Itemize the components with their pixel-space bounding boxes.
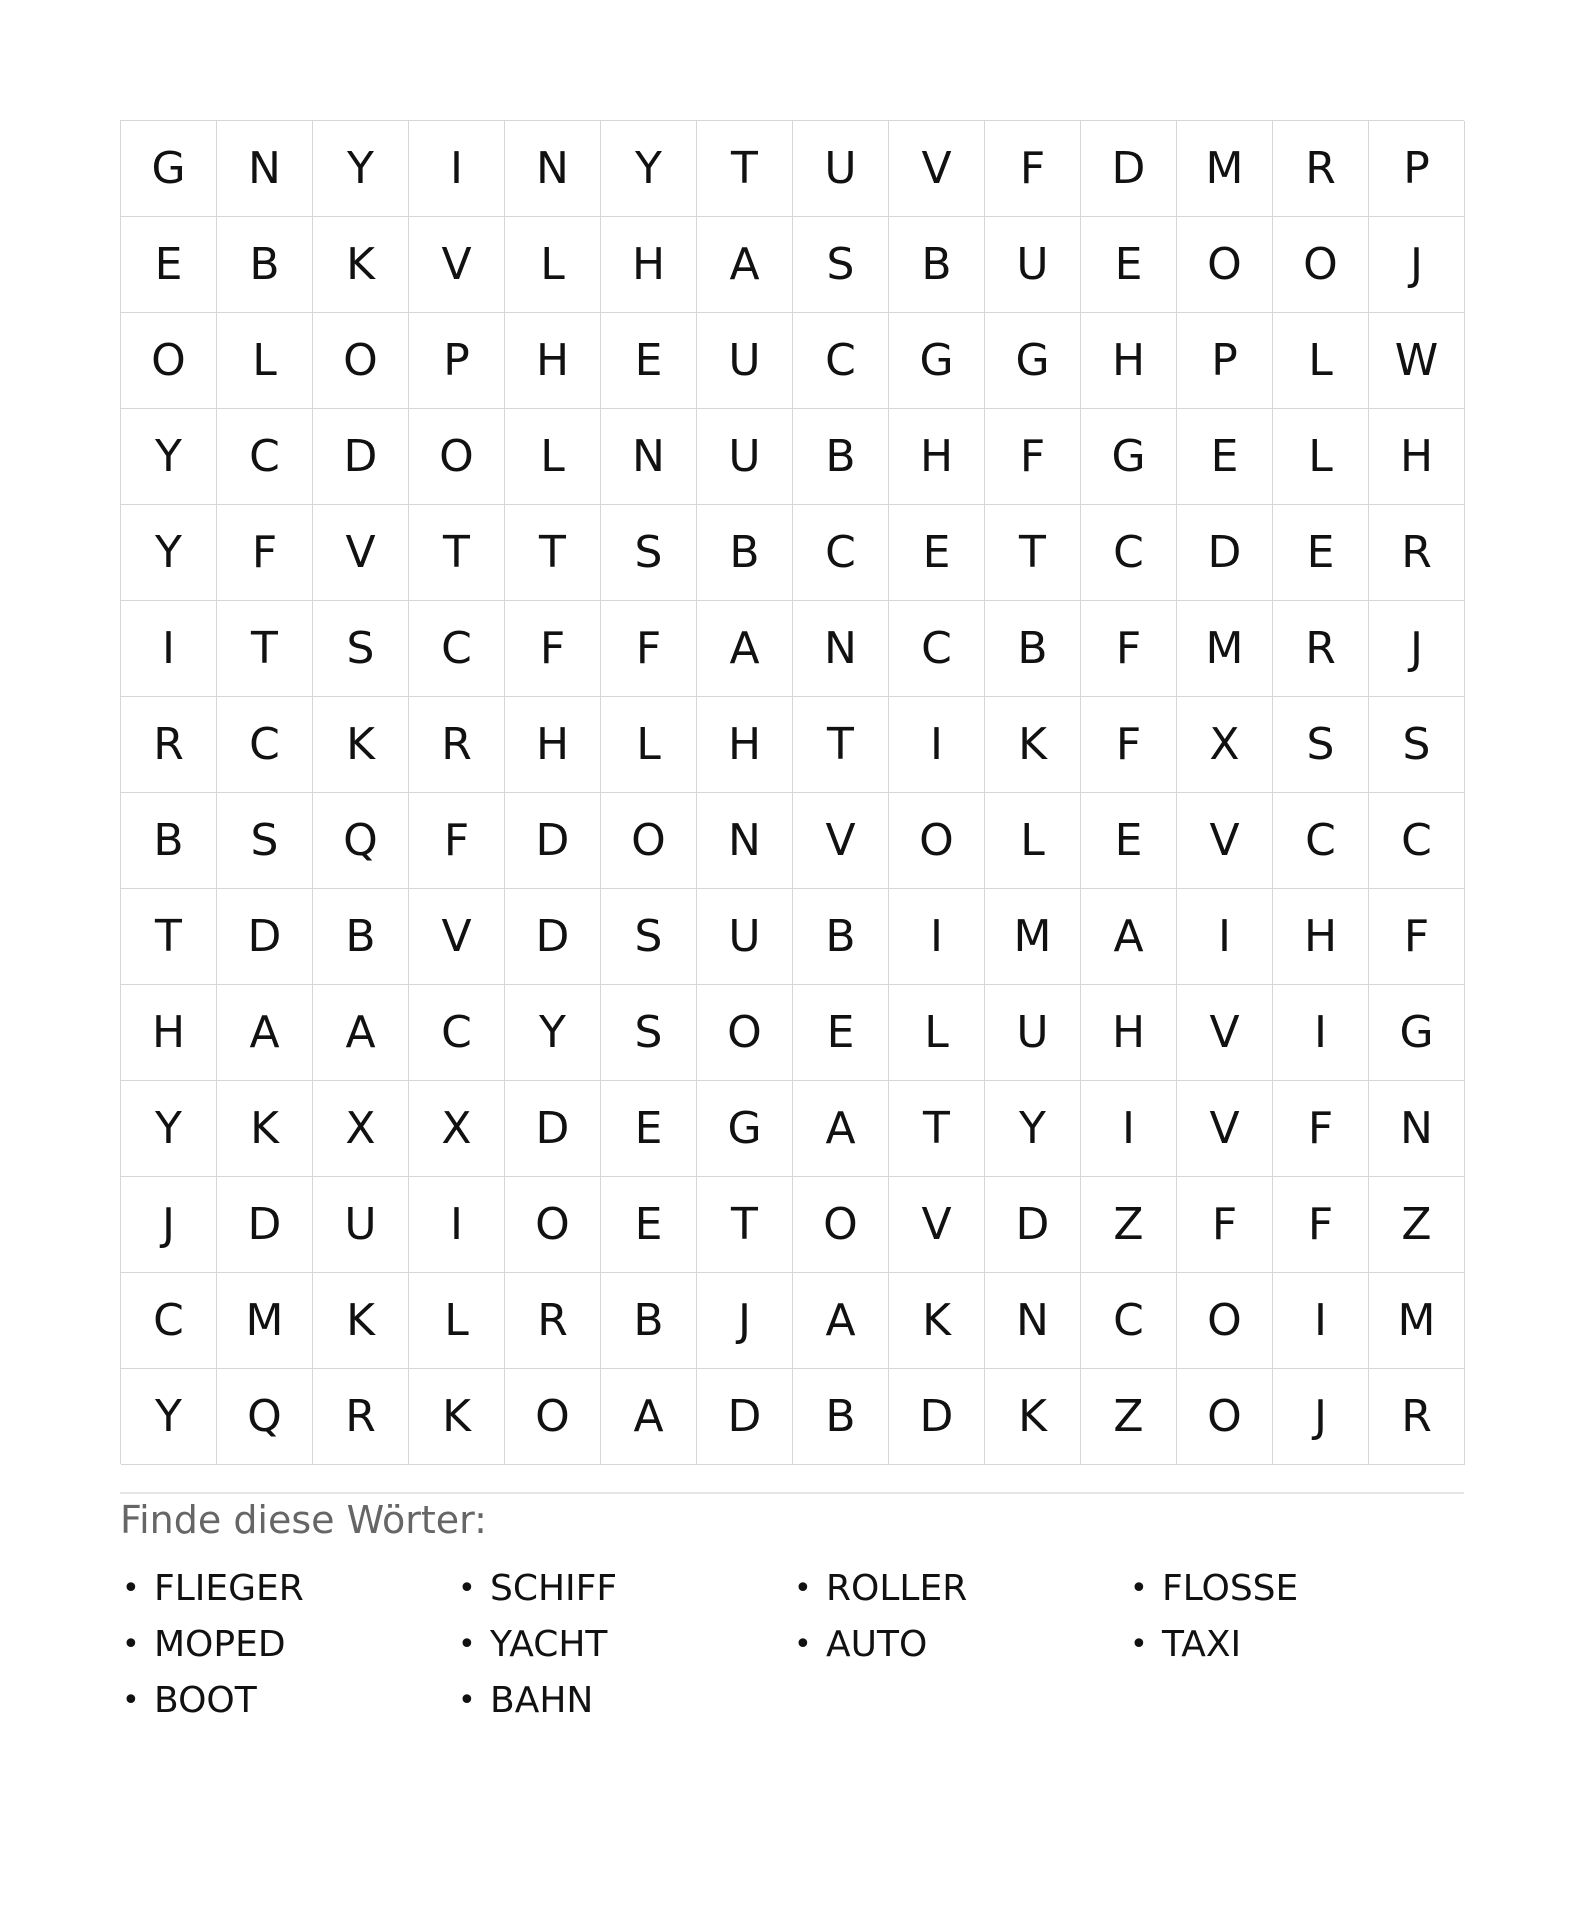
grid-cell[interactable]: F [1273, 1081, 1369, 1177]
grid-cell[interactable]: A [793, 1081, 889, 1177]
grid-cell[interactable]: O [1177, 1369, 1273, 1465]
grid-cell[interactable]: L [601, 697, 697, 793]
grid-cell[interactable]: L [217, 313, 313, 409]
grid-cell[interactable]: B [985, 601, 1081, 697]
grid-cell[interactable]: G [889, 313, 985, 409]
grid-cell[interactable]: K [889, 1273, 985, 1369]
grid-cell[interactable]: J [121, 1177, 217, 1273]
bullet-icon: • [458, 1626, 476, 1662]
grid-cell[interactable]: T [697, 121, 793, 217]
grid-cell[interactable]: A [217, 985, 313, 1081]
bullet-icon: • [122, 1626, 140, 1662]
grid-cell[interactable]: D [505, 793, 601, 889]
grid-cell[interactable]: T [889, 1081, 985, 1177]
word-label: AUTO [826, 1623, 928, 1665]
bullet-icon: • [122, 1682, 140, 1718]
grid-cell[interactable]: O [505, 1369, 601, 1465]
grid-cell[interactable]: J [697, 1273, 793, 1369]
grid-cell[interactable]: V [409, 889, 505, 985]
word-label: SCHIFF [490, 1567, 618, 1609]
grid-cell[interactable]: L [1273, 409, 1369, 505]
grid-cell[interactable]: H [505, 697, 601, 793]
grid-cell[interactable]: N [505, 121, 601, 217]
grid-cell[interactable]: Y [313, 121, 409, 217]
grid-cell[interactable]: A [697, 601, 793, 697]
grid-cell[interactable]: D [1177, 505, 1273, 601]
grid-cell[interactable]: Q [313, 793, 409, 889]
grid-cell[interactable]: G [697, 1081, 793, 1177]
grid-cell[interactable]: F [217, 505, 313, 601]
grid-cell[interactable]: F [1369, 889, 1465, 985]
grid-cell[interactable]: D [697, 1369, 793, 1465]
grid-cell[interactable]: A [793, 1273, 889, 1369]
word-list-item [792, 1560, 1128, 1616]
grid-cell[interactable]: F [985, 121, 1081, 217]
grid-cell[interactable]: O [1177, 1273, 1273, 1369]
grid-cell[interactable]: C [793, 313, 889, 409]
word-label: FLIEGER [154, 1567, 304, 1609]
grid-cell[interactable]: U [985, 217, 1081, 313]
grid-cell[interactable]: D [505, 889, 601, 985]
grid-cell[interactable]: Y [505, 985, 601, 1081]
grid-cell[interactable]: V [793, 793, 889, 889]
grid-cell[interactable]: N [697, 793, 793, 889]
grid-cell[interactable]: E [121, 217, 217, 313]
grid-cell[interactable]: B [697, 505, 793, 601]
grid-cell[interactable]: Z [1081, 1369, 1177, 1465]
grid-cell[interactable]: H [505, 313, 601, 409]
grid-cell[interactable]: Y [601, 121, 697, 217]
grid-cell[interactable]: N [793, 601, 889, 697]
grid-cell[interactable]: B [889, 217, 985, 313]
word-list-item [120, 1672, 456, 1728]
grid-cell[interactable]: H [1081, 313, 1177, 409]
grid-cell[interactable]: N [985, 1273, 1081, 1369]
word-list-item [120, 1616, 456, 1672]
grid-cell[interactable]: B [793, 889, 889, 985]
grid-cell[interactable]: G [1081, 409, 1177, 505]
grid-cell[interactable]: E [1081, 217, 1177, 313]
grid-cell[interactable]: C [121, 1273, 217, 1369]
bullet-icon: • [1130, 1570, 1148, 1606]
grid-cell[interactable]: O [121, 313, 217, 409]
grid-cell[interactable]: P [409, 313, 505, 409]
word-list-item [1128, 1616, 1464, 1672]
grid-cell[interactable]: O [889, 793, 985, 889]
grid-cell[interactable]: R [505, 1273, 601, 1369]
grid-cell[interactable]: E [889, 505, 985, 601]
grid-cell[interactable]: K [985, 1369, 1081, 1465]
grid-cell[interactable]: Z [1369, 1177, 1465, 1273]
grid-cell[interactable]: H [121, 985, 217, 1081]
grid-cell[interactable]: E [601, 313, 697, 409]
grid-cell[interactable]: B [601, 1273, 697, 1369]
grid-cell[interactable]: K [985, 697, 1081, 793]
grid-cell[interactable]: T [409, 505, 505, 601]
grid-cell[interactable]: K [313, 1273, 409, 1369]
grid-cell[interactable]: T [793, 697, 889, 793]
grid-cell[interactable]: B [217, 217, 313, 313]
word-list-item [1128, 1560, 1464, 1616]
grid-cell[interactable]: V [889, 121, 985, 217]
grid-cell[interactable]: K [409, 1369, 505, 1465]
bullet-icon: • [458, 1570, 476, 1606]
grid-cell[interactable]: X [313, 1081, 409, 1177]
grid-cell[interactable]: K [313, 697, 409, 793]
grid-cell[interactable]: L [409, 1273, 505, 1369]
grid-cell[interactable]: R [409, 697, 505, 793]
grid-cell[interactable]: Y [985, 1081, 1081, 1177]
grid-cell[interactable]: P [1369, 121, 1465, 217]
grid-cell[interactable]: U [985, 985, 1081, 1081]
grid-cell[interactable]: V [1177, 793, 1273, 889]
word-list [120, 1560, 1464, 1728]
word-list-title: Finde diese Wörter: [120, 1498, 487, 1542]
grid-cell[interactable]: I [1273, 985, 1369, 1081]
grid-cell[interactable]: P [1177, 313, 1273, 409]
grid-cell[interactable]: T [121, 889, 217, 985]
grid-cell[interactable]: A [313, 985, 409, 1081]
grid-cell[interactable]: H [1081, 985, 1177, 1081]
word-list-item [120, 1560, 456, 1616]
word-list-item [456, 1672, 792, 1728]
grid-cell[interactable]: C [1081, 1273, 1177, 1369]
grid-cell[interactable]: U [697, 409, 793, 505]
grid-cell[interactable]: U [793, 121, 889, 217]
grid-cell[interactable]: V [889, 1177, 985, 1273]
grid-cell[interactable]: Y [121, 1081, 217, 1177]
grid-cell[interactable]: U [697, 313, 793, 409]
grid-cell[interactable]: O [505, 1177, 601, 1273]
word-list-item [792, 1616, 1128, 1672]
bullet-icon: • [458, 1682, 476, 1718]
grid-cell[interactable]: E [1273, 505, 1369, 601]
grid-cell[interactable]: F [985, 409, 1081, 505]
grid-cell[interactable]: Q [217, 1369, 313, 1465]
bullet-icon: • [122, 1570, 140, 1606]
grid-cell[interactable]: D [985, 1177, 1081, 1273]
grid-cell[interactable]: B [313, 889, 409, 985]
word-list-item [456, 1560, 792, 1616]
grid-cell[interactable]: R [1369, 505, 1465, 601]
grid-cell[interactable]: I [121, 601, 217, 697]
grid-cell[interactable]: A [1081, 889, 1177, 985]
grid-cell[interactable]: S [1273, 697, 1369, 793]
grid-cell[interactable]: R [1273, 121, 1369, 217]
grid-cell[interactable]: L [985, 793, 1081, 889]
grid-cell[interactable]: G [1369, 985, 1465, 1081]
grid-cell[interactable]: F [505, 601, 601, 697]
grid-cell[interactable]: A [601, 1369, 697, 1465]
grid-cell[interactable]: C [217, 697, 313, 793]
grid-cell[interactable]: O [1177, 217, 1273, 313]
grid-cell[interactable]: J [1369, 601, 1465, 697]
grid-cell[interactable]: J [1273, 1369, 1369, 1465]
grid-cell[interactable]: X [409, 1081, 505, 1177]
grid-cell[interactable]: R [1273, 601, 1369, 697]
word-list-item [456, 1616, 792, 1672]
grid-cell[interactable]: N [1369, 1081, 1465, 1177]
grid-cell[interactable]: X [1177, 697, 1273, 793]
grid-cell[interactable]: M [985, 889, 1081, 985]
grid-cell[interactable]: S [313, 601, 409, 697]
grid-cell[interactable]: V [409, 217, 505, 313]
grid-cell[interactable]: S [601, 505, 697, 601]
grid-cell[interactable]: O [409, 409, 505, 505]
grid-cell[interactable]: E [1177, 409, 1273, 505]
grid-cell[interactable]: H [697, 697, 793, 793]
grid-cell[interactable]: Y [121, 1369, 217, 1465]
grid-cell[interactable]: L [889, 985, 985, 1081]
word-label: BOOT [154, 1679, 257, 1721]
grid-cell[interactable]: T [697, 1177, 793, 1273]
grid-cell[interactable]: T [505, 505, 601, 601]
grid-cell[interactable]: S [601, 985, 697, 1081]
grid-cell[interactable]: I [889, 697, 985, 793]
grid-cell[interactable]: F [1081, 601, 1177, 697]
grid-cell[interactable]: I [1081, 1081, 1177, 1177]
word-label: TAXI [1162, 1623, 1242, 1665]
grid-cell[interactable]: T [217, 601, 313, 697]
grid-cell[interactable]: O [793, 1177, 889, 1273]
grid-cell[interactable]: H [1369, 409, 1465, 505]
grid-cell[interactable]: L [1273, 313, 1369, 409]
grid-cell[interactable]: H [889, 409, 985, 505]
grid-cell[interactable]: E [1081, 793, 1177, 889]
grid-cell[interactable]: S [793, 217, 889, 313]
grid-cell[interactable]: U [313, 1177, 409, 1273]
word-label: YACHT [490, 1623, 608, 1665]
grid-cell[interactable]: R [121, 697, 217, 793]
grid-cell[interactable]: A [697, 217, 793, 313]
grid-cell[interactable]: S [601, 889, 697, 985]
grid-cell[interactable]: J [1369, 217, 1465, 313]
grid-cell[interactable]: C [1081, 505, 1177, 601]
grid-cell[interactable]: R [1369, 1369, 1465, 1465]
grid-cell[interactable]: S [1369, 697, 1465, 793]
word-label: ROLLER [826, 1567, 968, 1609]
grid-cell[interactable]: V [1177, 985, 1273, 1081]
grid-cell[interactable]: D [313, 409, 409, 505]
grid-cell[interactable]: T [985, 505, 1081, 601]
grid-cell[interactable]: D [505, 1081, 601, 1177]
grid-cell[interactable]: I [409, 1177, 505, 1273]
grid-cell[interactable]: O [1273, 217, 1369, 313]
grid-cell[interactable]: F [1273, 1177, 1369, 1273]
grid-cell[interactable]: D [1081, 121, 1177, 217]
grid-cell[interactable]: O [313, 313, 409, 409]
grid-cell[interactable]: E [601, 1081, 697, 1177]
grid-cell[interactable]: E [793, 985, 889, 1081]
grid-cell[interactable]: N [217, 121, 313, 217]
grid-cell[interactable]: H [601, 217, 697, 313]
grid-cell[interactable]: O [601, 793, 697, 889]
word-label: MOPED [154, 1623, 286, 1665]
grid-cell[interactable]: C [793, 505, 889, 601]
grid-cell[interactable]: F [1177, 1177, 1273, 1273]
grid-cell[interactable]: I [1177, 889, 1273, 985]
grid-cell[interactable]: C [409, 985, 505, 1081]
grid-cell[interactable]: I [889, 889, 985, 985]
grid-cell[interactable]: B [793, 409, 889, 505]
grid-cell[interactable]: W [1369, 313, 1465, 409]
grid-cell[interactable]: K [217, 1081, 313, 1177]
grid-cell[interactable]: H [1273, 889, 1369, 985]
word-label: FLOSSE [1162, 1567, 1299, 1609]
grid-cell[interactable]: M [217, 1273, 313, 1369]
grid-cell[interactable]: V [313, 505, 409, 601]
grid-cell[interactable]: C [1369, 793, 1465, 889]
grid-cell[interactable]: B [121, 793, 217, 889]
grid-cell[interactable]: I [1273, 1273, 1369, 1369]
grid-cell[interactable]: Z [1081, 1177, 1177, 1273]
grid-cell[interactable]: C [1273, 793, 1369, 889]
grid-cell[interactable]: V [1177, 1081, 1273, 1177]
grid-cell[interactable]: B [793, 1369, 889, 1465]
bullet-icon: • [794, 1626, 812, 1662]
grid-cell[interactable]: R [313, 1369, 409, 1465]
grid-cell[interactable]: N [601, 409, 697, 505]
grid-cell[interactable]: G [121, 121, 217, 217]
grid-cell[interactable]: D [889, 1369, 985, 1465]
grid-cell[interactable]: D [217, 1177, 313, 1273]
grid-cell[interactable]: M [1177, 121, 1273, 217]
grid-cell[interactable]: Y [121, 409, 217, 505]
word-label: BAHN [490, 1679, 594, 1721]
grid-cell[interactable]: C [217, 409, 313, 505]
grid-cell[interactable]: L [505, 409, 601, 505]
grid-cell[interactable]: C [889, 601, 985, 697]
grid-cell[interactable]: L [505, 217, 601, 313]
grid-cell[interactable]: D [217, 889, 313, 985]
bullet-icon: • [1130, 1626, 1148, 1662]
grid-cell[interactable]: F [601, 601, 697, 697]
grid-cell[interactable]: F [409, 793, 505, 889]
grid-cell[interactable]: E [601, 1177, 697, 1273]
grid-cell[interactable]: C [409, 601, 505, 697]
divider [120, 1492, 1464, 1494]
bullet-icon: • [794, 1570, 812, 1606]
grid-cell[interactable]: S [217, 793, 313, 889]
grid-cell[interactable]: U [697, 889, 793, 985]
grid-cell[interactable]: M [1177, 601, 1273, 697]
grid-cell[interactable]: M [1369, 1273, 1465, 1369]
grid-cell[interactable]: G [985, 313, 1081, 409]
word-search-grid [120, 120, 1464, 1464]
grid-cell[interactable]: O [697, 985, 793, 1081]
grid-cell[interactable]: F [1081, 697, 1177, 793]
grid-cell[interactable]: K [313, 217, 409, 313]
grid-cell[interactable]: I [409, 121, 505, 217]
grid-cell[interactable]: Y [121, 505, 217, 601]
